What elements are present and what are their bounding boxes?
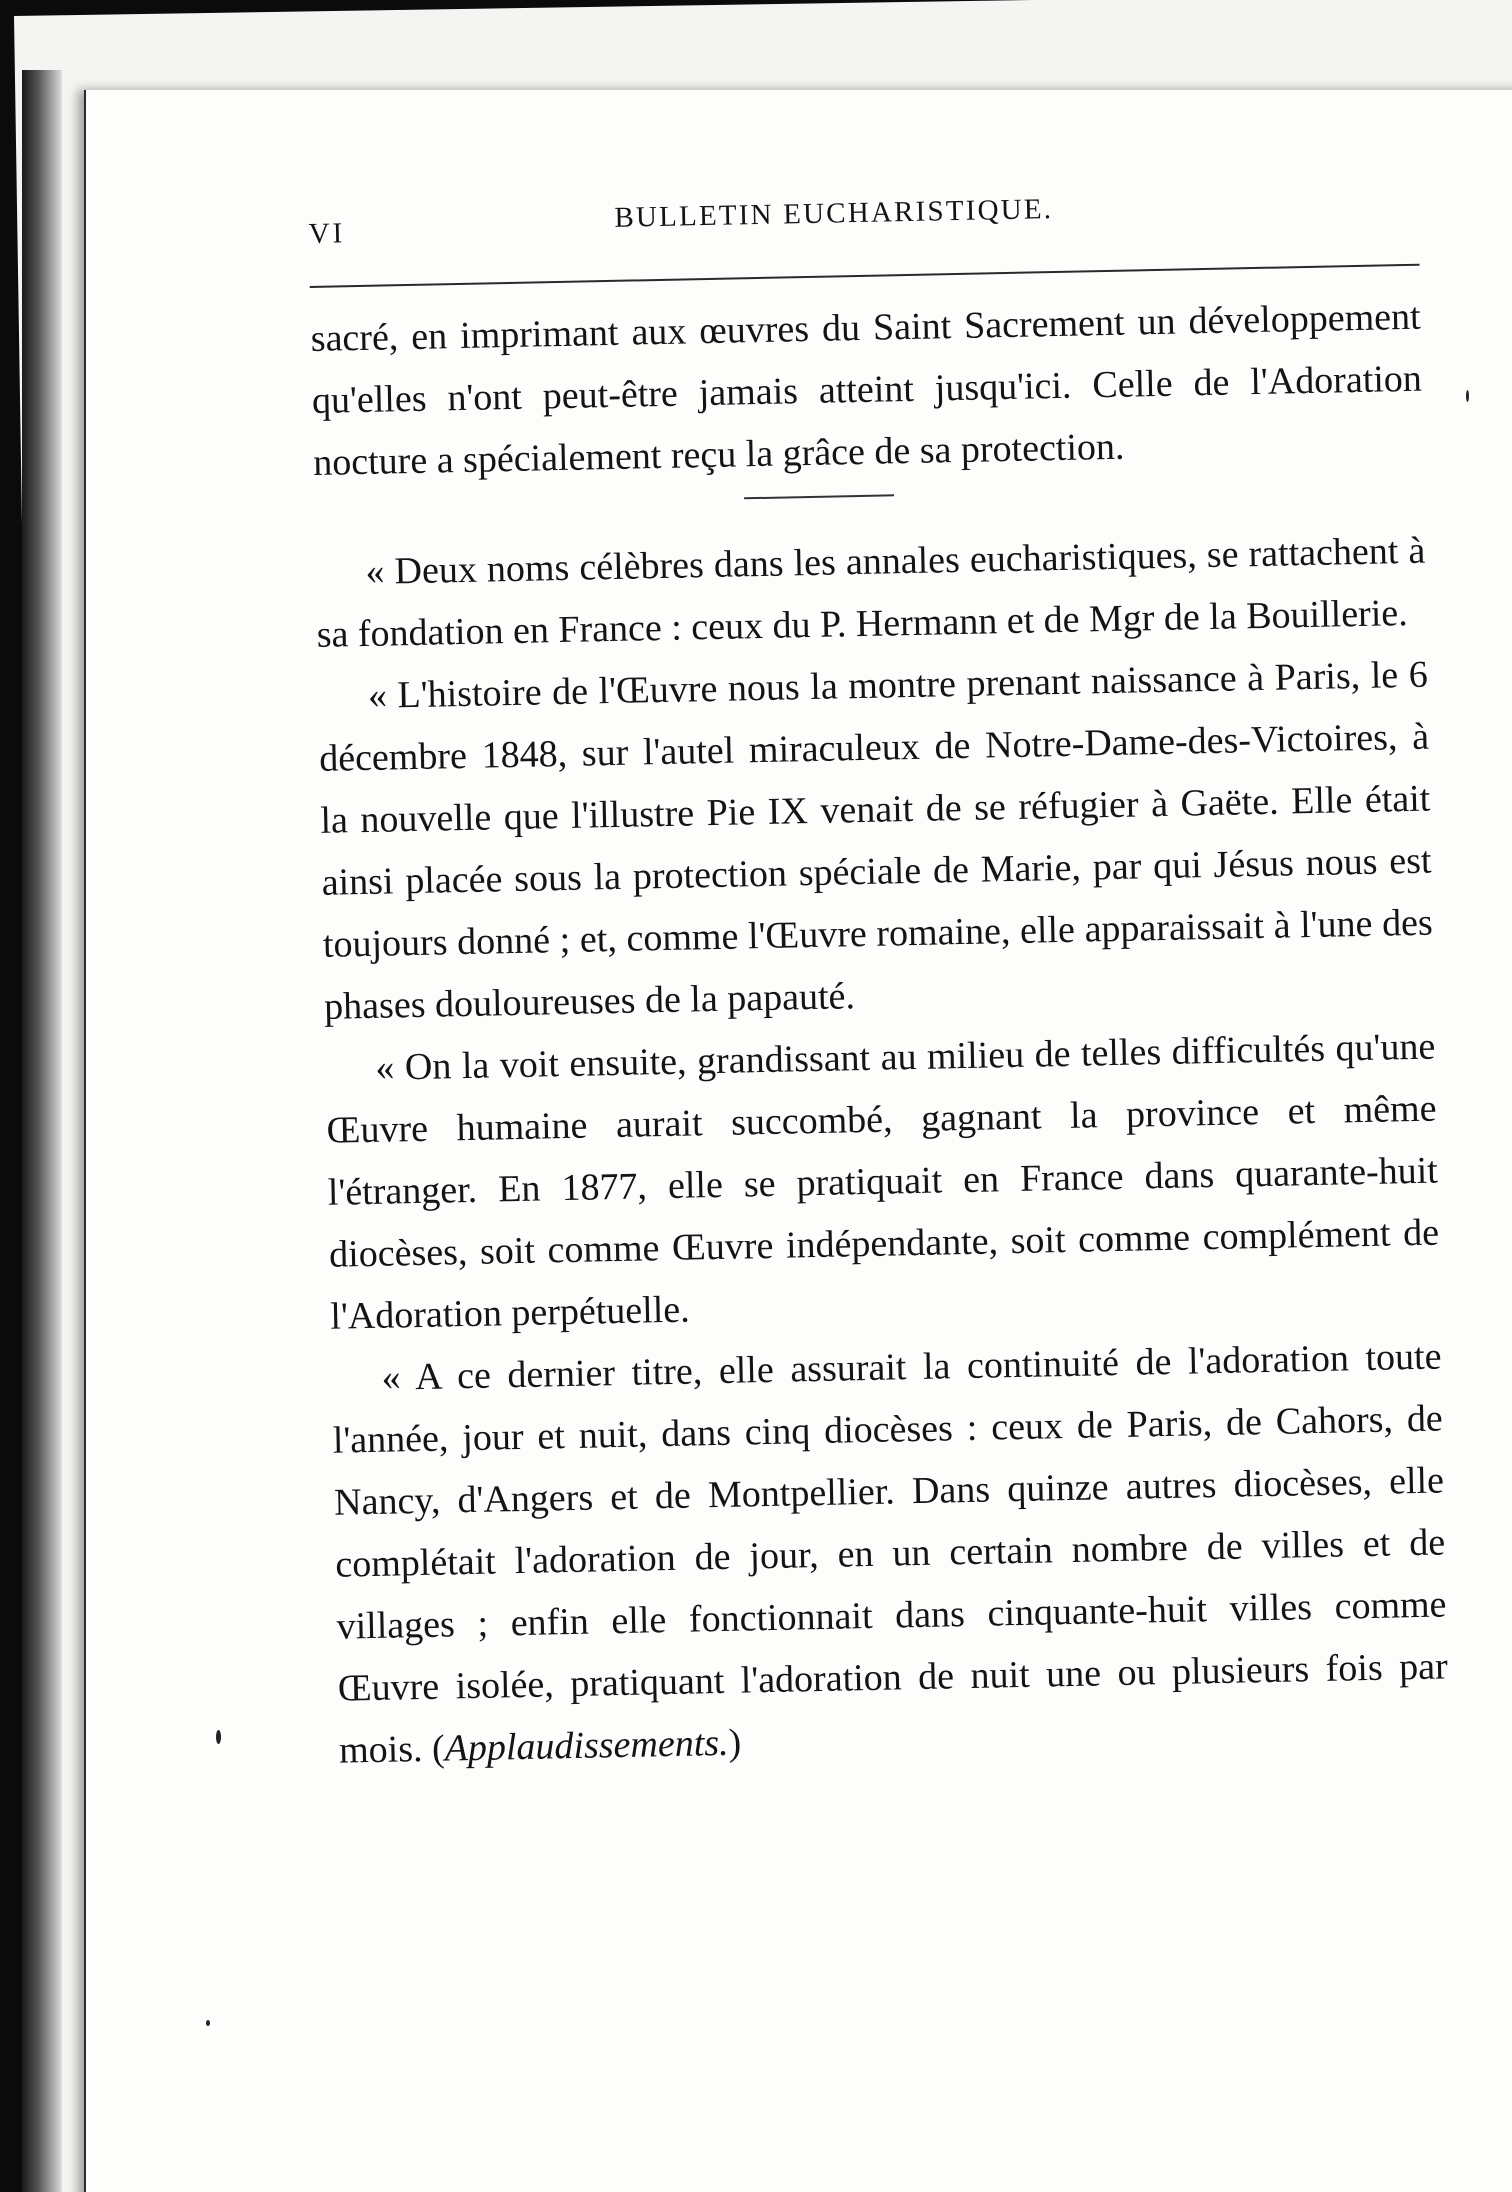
running-title: BULLETIN EUCHARISTIQUE. xyxy=(614,193,1054,234)
applause-note: Applaudissements. xyxy=(444,1721,729,1770)
page-number: VI xyxy=(308,217,346,250)
paragraph-history: « L'histoire de l'Œuvre nous la montre prenant naissance à Paris, le 6 décembre 1848, sur l'autel miraculeux de Notre-Dame-des-Victoires, à la nouvelle que l'illustre Pie IX venait de se réfugier à Gaëte. Elle était ainsi placée sous la protection spéciale de Marie, par qui Jésus nous est toujours donné ; et, comme l'Œuvre romaine, elle apparaissait à l'une des phases douloureuses de la papauté. xyxy=(318,653,1434,1028)
scan-speck xyxy=(1466,390,1469,402)
scan-speck xyxy=(206,2020,210,2026)
paragraph-dioceses-close: ) xyxy=(728,1721,742,1764)
paragraph-dioceses xyxy=(331,1325,1449,1781)
book-spine-shadow xyxy=(22,70,62,2192)
section-divider xyxy=(744,494,894,499)
scan-speck xyxy=(216,1730,221,1744)
running-head xyxy=(308,176,1489,260)
paragraph-two-names: « Deux noms célèbres dans les annales eucharistiques, se rattachent à sa fondation en France : ceux du P. Hermann et de Mgr de la Bouillerie. xyxy=(316,529,1426,656)
header-rule xyxy=(310,264,1420,288)
book-page xyxy=(84,90,1512,2192)
paragraph-dioceses-text: « A ce dernier titre, elle assurait la continuité de l'adoration toute l'année, jour et nuit, dans cinq diocèses : ceux de Paris, de Cahors, de Nancy, d'Angers et de Montpellier. Dans quinze autres diocèses, elle complétait l'adoration de jour, en un certain nombre de villes et de villages ; enfin elle fonctionnait dans cinquante-huit villes comme Œuvre isolée, pratiquant l'adoration de nuit une ou plusieurs fois par mois. ( xyxy=(332,1335,1449,1772)
body-text xyxy=(310,286,1449,1782)
paragraph-growth: « On la voit ensuite, grandissant au milieu de telles difficultés qu'une Œuvre humaine aurait succombé, gagnant la province et même l'étranger. En 1877, elle se pratiquait en France dans quarante-huit diocèses, soit comme Œuvre indépendante, soit comme complément de l'Adoration perpétuelle. xyxy=(326,1025,1440,1338)
paragraph-continued: sacré, en imprimant aux œuvres du Saint Sacrement un développement qu'elles n'ont peut-être jamais atteint jusqu'ici. Celle de l'Adoration nocture a spécialement reçu la grâce de sa protection. xyxy=(310,295,1423,484)
page-content xyxy=(308,176,1489,1772)
